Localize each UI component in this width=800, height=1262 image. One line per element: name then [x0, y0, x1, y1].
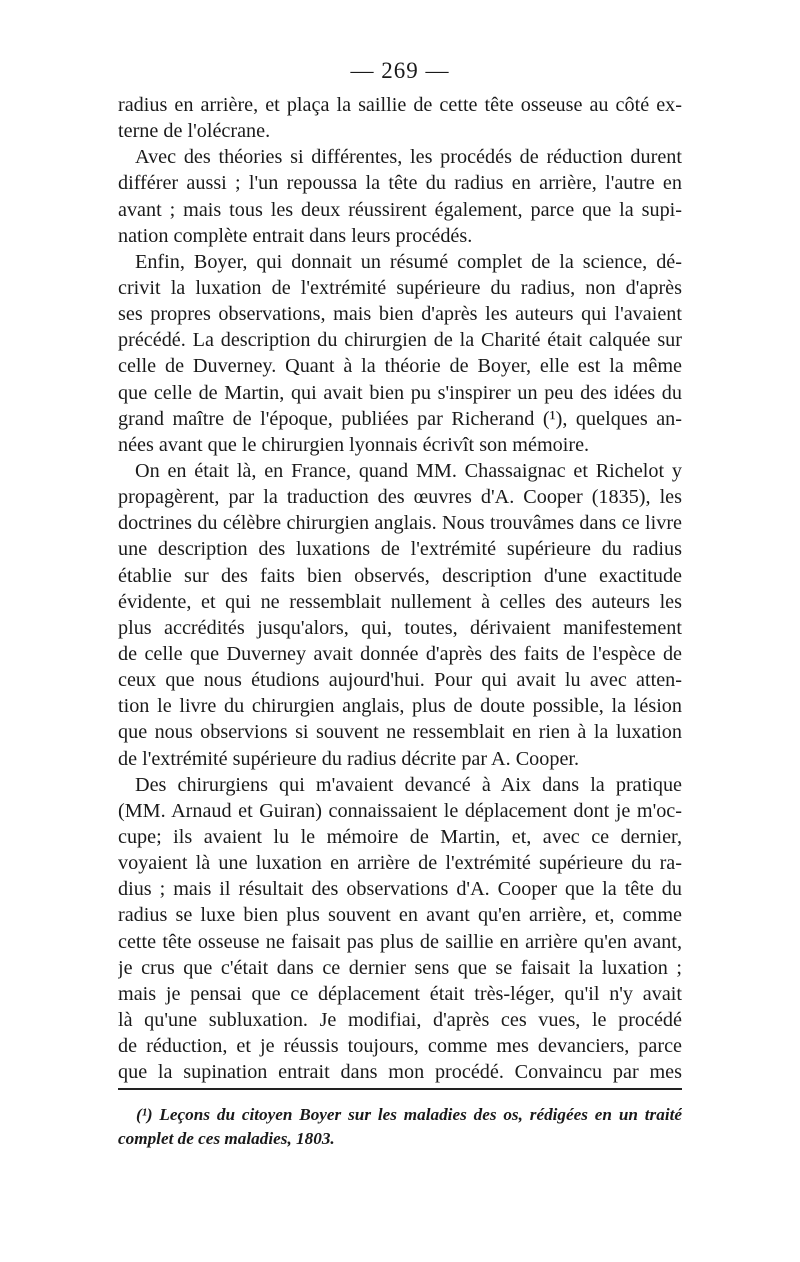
text-line: je crus que c'était dans ce dernier sens que se faisait la luxation ;: [118, 956, 682, 979]
body-text: [118, 92, 682, 1085]
text-line: une description des luxations de l'extrémité supérieure du radius: [118, 538, 682, 561]
footnote-line: (¹) Leçons du citoyen Boyer sur les maladies des os, rédigées en un traité: [136, 1105, 682, 1124]
text-line: Des chirurgiens qui m'avaient devancé à Aix dans la pratique: [135, 773, 682, 796]
text-line: avant ; mais tous les deux réussirent également, parce que la supi-: [118, 198, 682, 221]
text-line: que celle de Martin, qui avait bien pu s'inspirer un peu des idées du: [118, 381, 682, 404]
text-line: précédé. La description du chirurgien de la Charité était calquée sur: [118, 329, 682, 352]
page-number: — 269 —: [350, 58, 450, 83]
text-line: cette tête osseuse ne faisait pas plus de saillie en arrière qu'en avant,: [118, 930, 682, 953]
text-line: que nous observions si souvent ne ressemblait en rien à la luxation: [118, 721, 682, 744]
text-line: radius se luxe bien plus souvent en avant qu'en arrière, et, comme: [118, 904, 682, 927]
text-line: établie sur des faits bien observés, description d'une exactitude: [118, 564, 682, 587]
text-line: nées avant que le chirurgien lyonnais écrivît son mémoire.: [118, 433, 590, 456]
text-line: terne de l'olécrane.: [118, 120, 271, 143]
text-line: grand maître de l'époque, publiées par Richerand (¹), quelques an-: [118, 407, 682, 430]
text-line: mais je pensai que ce déplacement était très-léger, qu'il n'y avait: [118, 982, 682, 1005]
footnote-line: complet de ces maladies, 1803.: [118, 1129, 335, 1148]
footnote-rule: [118, 1088, 682, 1090]
text-line: On en était là, en France, quand MM. Chassaignac et Richelot y: [135, 459, 682, 482]
text-line: de celle que Duverney avait donnée d'après des faits de l'espèce de: [118, 642, 682, 665]
text-line: de réduction, et je réussis toujours, comme mes devanciers, parce: [118, 1035, 682, 1058]
text-line: plus accrédités jusqu'alors, qui, toutes, dérivaient manifestement: [118, 616, 682, 639]
text-line: radius en arrière, et plaça la saillie de cette tête osseuse au côté ex-: [118, 94, 682, 116]
text-line: celle de Duverney. Quant à la théorie de Boyer, elle est la même: [118, 355, 682, 378]
text-line: différer aussi ; l'un repoussa la tête du radius en arrière, l'autre en: [118, 172, 682, 195]
text-line: (MM. Arnaud et Guiran) connaissaient le déplacement dont je m'oc-: [118, 799, 682, 822]
text-line: nation complète entrait dans leurs procédés.: [118, 224, 473, 247]
text-line: ceux que nous étudions aujourd'hui. Pour qui avait lu avec atten-: [118, 669, 682, 692]
text-line: ses propres observations, mais bien d'après les auteurs qui l'avaient: [118, 303, 682, 326]
text-line: doctrines du célèbre chirurgien anglais. Nous trouvâmes dans ce livre: [118, 512, 682, 535]
text-line: évidente, et qui ne ressemblait nullement à celles des auteurs les: [118, 590, 682, 613]
text-line: là qu'une subluxation. Je modifiai, d'après ces vues, le procédé: [118, 1008, 682, 1031]
text-line: de l'extrémité supérieure du radius décrite par A. Cooper.: [118, 747, 580, 770]
text-line: voyaient là une luxation en arrière de l'extrémité supérieure du ra-: [118, 852, 682, 875]
text-line: Avec des théories si différentes, les procédés de réduction durent: [135, 146, 682, 169]
text-line: propagèrent, par la traduction des œuvres d'A. Cooper (1835), les: [118, 486, 682, 509]
text-line: Enfin, Boyer, qui donnait un résumé complet de la science, dé-: [135, 250, 682, 273]
text-line: cupe; ils avaient lu le mémoire de Martin, et, avec ce dernier,: [118, 825, 682, 848]
text-line: crivit la luxation de l'extrémité supérieure du radius, non d'après: [118, 276, 682, 299]
text-line: tion le livre du chirurgien anglais, plus de doute possible, la lésion: [118, 695, 682, 718]
text-line: que la supination entrait dans mon procédé. Convaincu par mes: [118, 1061, 682, 1084]
footnotes: [118, 1103, 682, 1151]
text-line: dius ; mais il résultait des observations d'A. Cooper que la tête du: [118, 878, 682, 901]
